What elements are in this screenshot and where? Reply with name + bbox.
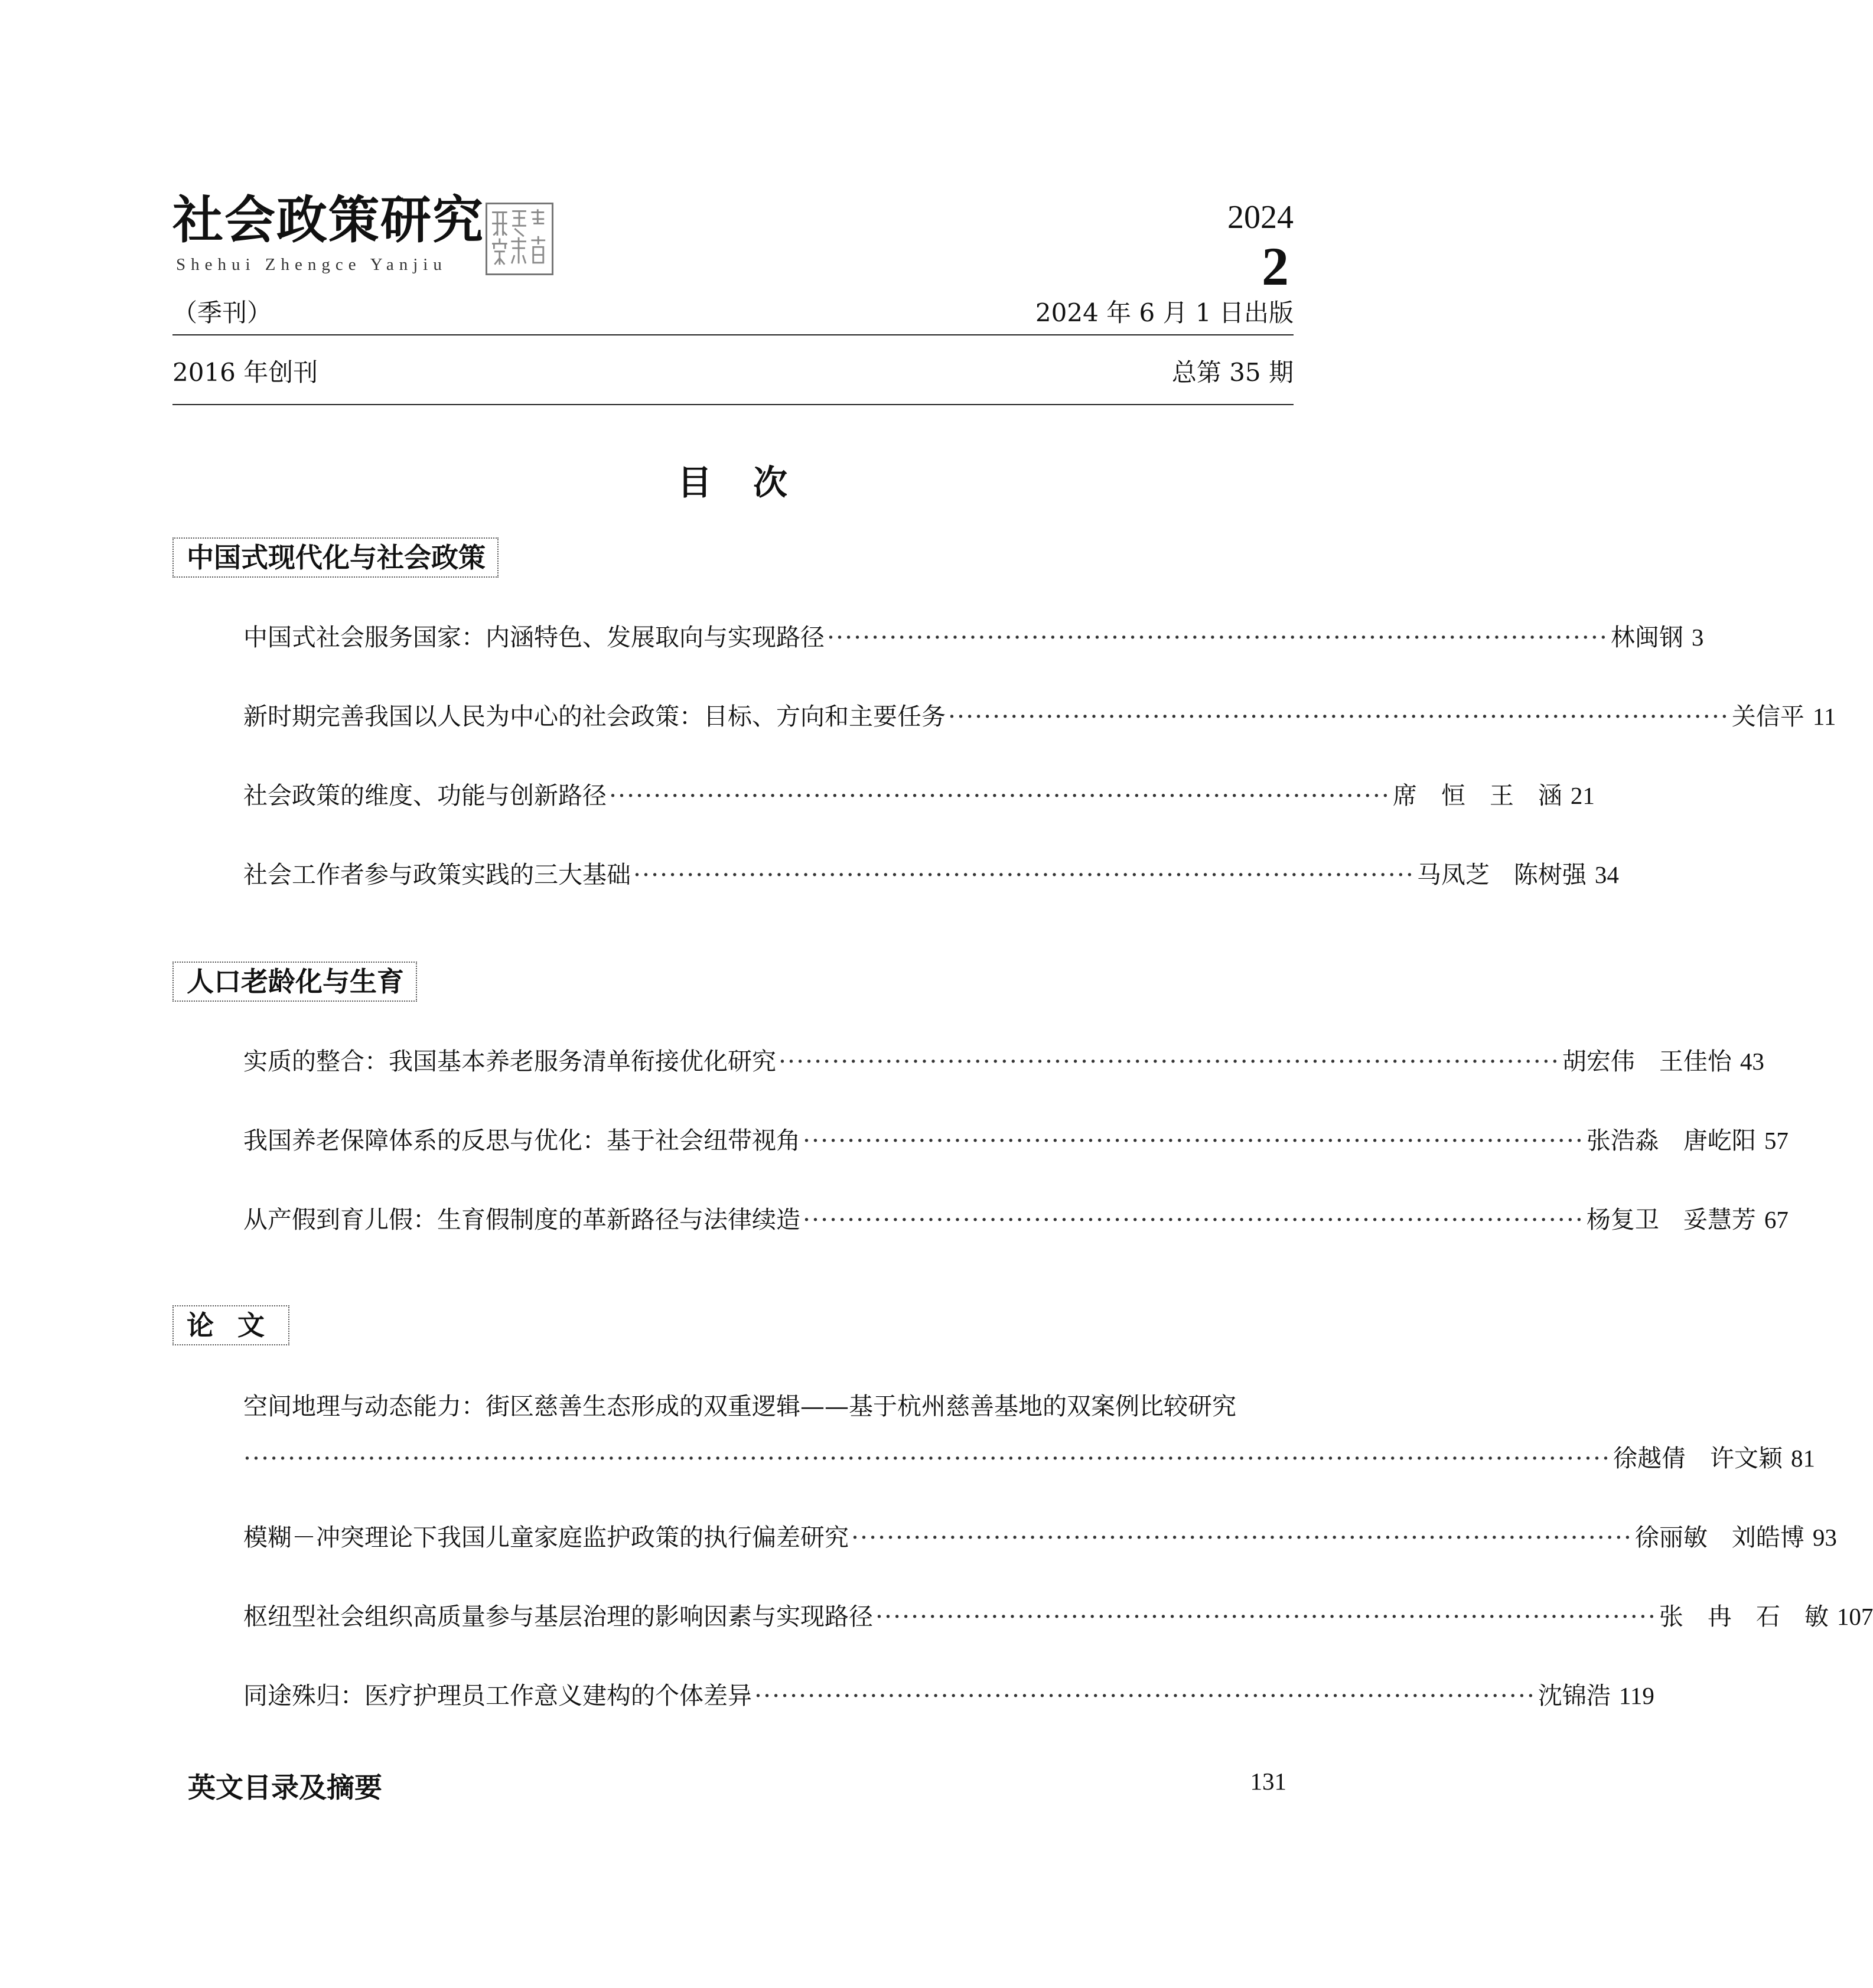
dot-leader: ························································································ — [875, 1602, 1657, 1631]
entry-page: 93 — [1812, 1524, 1837, 1551]
entry-title: 模糊－冲突理论下我国儿童家庭监护政策的执行偏差研究 — [243, 1523, 849, 1552]
entry-title: 社会工作者参与政策实践的三大基础 — [243, 861, 631, 889]
toc-entry[interactable] — [243, 1121, 1789, 1156]
dot-leader: ························································································ — [827, 623, 1608, 651]
toc-entry[interactable] — [243, 1676, 1654, 1712]
entry-page: 81 — [1791, 1445, 1816, 1472]
toc-entry[interactable] — [243, 1597, 1873, 1632]
dot-leader: ························································································ — [754, 1681, 1536, 1710]
entry-title: 中国式社会服务国家：内涵特色、发展取向与实现路径 — [243, 623, 825, 651]
entry-title: 从产假到育儿假：生育假制度的革新路径与法律续造 — [243, 1205, 800, 1234]
toc-entry[interactable] — [243, 618, 1704, 653]
toc-entry[interactable] — [243, 1042, 1764, 1077]
entry-authors: 马凤芝 陈树强 — [1416, 861, 1587, 889]
toc-entry[interactable] — [243, 1200, 1789, 1236]
journal-seal-logo — [486, 203, 553, 275]
entry-authors: 张浩淼 唐屹阳 — [1586, 1126, 1756, 1155]
entry-authors: 席 恒 王 涵 — [1392, 781, 1562, 810]
journal-title: 社会政策研究 — [172, 190, 484, 250]
entry-authors: 林闽钢 — [1610, 623, 1683, 651]
dot-leader: ························································································ — [803, 1126, 1584, 1155]
entry-page: 11 — [1812, 703, 1836, 730]
toc-entry[interactable] — [243, 776, 1595, 812]
issue-number: 2 — [1262, 236, 1289, 296]
entry-authors: 徐越倩 许文颖 — [1613, 1444, 1783, 1472]
seal-icon — [487, 204, 552, 273]
dot-leader: ·························································································································································· — [243, 1444, 1611, 1472]
dot-leader: ························································································ — [803, 1205, 1584, 1234]
entry-page: 34 — [1594, 861, 1619, 888]
entry-page: 21 — [1570, 782, 1595, 809]
header-divider-bottom — [172, 404, 1294, 405]
entry-title: 同途殊归：医疗护理员工作意义建构的个体差异 — [243, 1681, 752, 1710]
entry-title: 新时期完善我国以人民为中心的社会政策：目标、方向和主要任务 — [243, 702, 946, 731]
entry-page: 67 — [1764, 1206, 1789, 1233]
section-label-papers: 论文 — [172, 1305, 289, 1345]
entry-page: 57 — [1764, 1127, 1789, 1154]
toc-entry[interactable] — [243, 1439, 1816, 1474]
toc-entry[interactable] — [243, 855, 1619, 891]
entry-authors: 沈锦浩 — [1538, 1681, 1611, 1710]
section-label-modernization: 中国式现代化与社会政策 — [172, 537, 499, 578]
entry-page: 119 — [1618, 1682, 1654, 1709]
entry-authors: 杨复卫 妥慧芳 — [1586, 1205, 1756, 1234]
entry-title[interactable]: 空间地理与动态能力：街区慈善生态形成的双重逻辑——基于杭州慈善基地的双案例比较研究 — [243, 1392, 1236, 1420]
entry-authors: 张 冉 石 敏 — [1659, 1602, 1829, 1631]
dot-leader: ························································································ — [609, 781, 1390, 810]
entry-title: 枢纽型社会组织高质量参与基层治理的影响因素与实现路径 — [243, 1602, 873, 1631]
entry-page: 107 — [1836, 1603, 1873, 1630]
toc-entry[interactable] — [243, 697, 1836, 732]
header-divider-top — [172, 334, 1294, 335]
entry-authors: 关信平 — [1731, 702, 1804, 731]
entry-title: 社会政策的维度、功能与创新路径 — [243, 781, 607, 810]
entry-title: 我国养老保障体系的反思与优化：基于社会纽带视角 — [243, 1126, 800, 1155]
publication-date: 2024 年 6 月 1 日出版 — [1035, 298, 1294, 327]
dot-leader: ························································································ — [778, 1047, 1560, 1076]
total-issue: 总第 35 期 — [1171, 358, 1294, 387]
entry-title: 实质的整合：我国基本养老服务清单衔接优化研究 — [243, 1047, 776, 1076]
english-contents-label[interactable]: 英文目录及摘要 — [188, 1772, 382, 1804]
toc-entry[interactable] — [243, 1518, 1837, 1553]
issue-year: 2024 — [1227, 199, 1294, 236]
dot-leader: ························································································ — [633, 861, 1415, 889]
entry-authors: 徐丽敏 刘皓博 — [1634, 1523, 1804, 1552]
founded-year: 2016 年创刊 — [172, 358, 318, 387]
english-contents-page: 131 — [1250, 1768, 1286, 1795]
entry-page: 3 — [1691, 624, 1704, 651]
toc-heading: 目次 — [677, 462, 829, 503]
entry-authors: 胡宏伟 王佳怡 — [1562, 1047, 1732, 1076]
section-label-aging: 人口老龄化与生育 — [172, 962, 417, 1002]
quarterly-label: （季刊） — [172, 298, 272, 327]
journal-pinyin: Shehui Zhengce Yanjiu — [176, 255, 447, 274]
entry-page: 43 — [1740, 1048, 1764, 1075]
dot-leader: ························································································ — [948, 702, 1729, 731]
dot-leader: ························································································ — [851, 1523, 1633, 1552]
